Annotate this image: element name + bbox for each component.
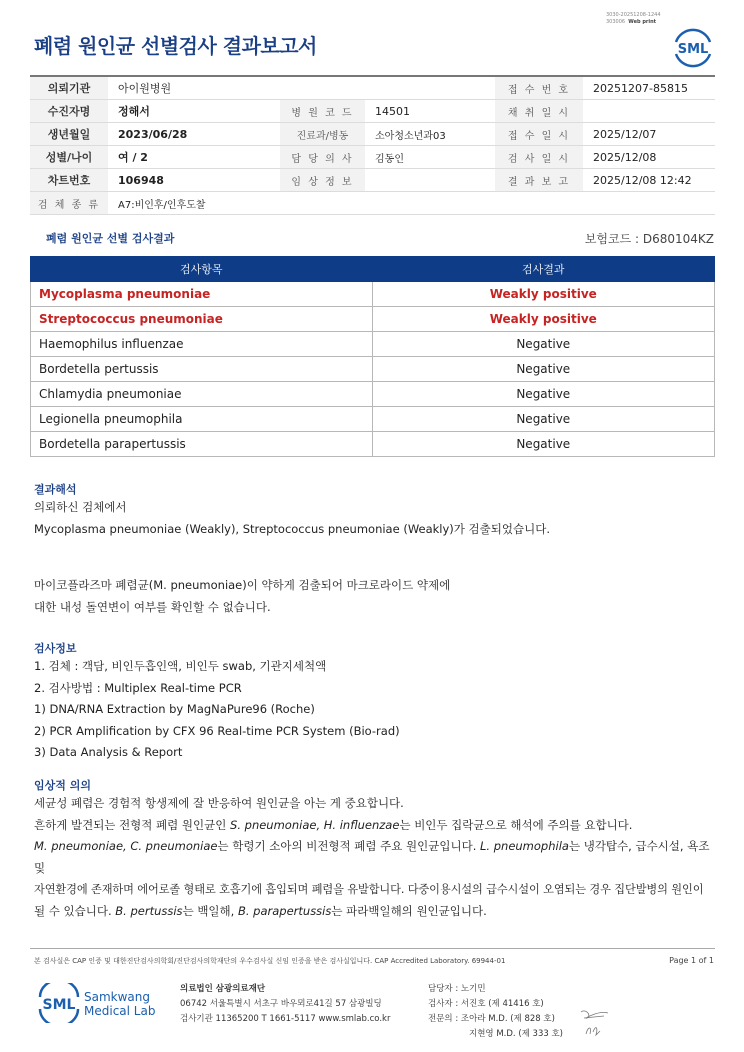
signature-icon xyxy=(578,1004,614,1040)
print-code xyxy=(606,12,661,26)
table-row xyxy=(31,432,715,457)
logo-name1: Samkwang xyxy=(84,990,150,1004)
result-item: Bordetella parapertussis xyxy=(31,432,373,457)
patient-info-table xyxy=(30,75,715,215)
corp-info xyxy=(180,982,390,1027)
clinical-line: 될 수 있습니다. B. pertussis는 백일해, B. parapertussis는 파라백일해의 원인균입니다. xyxy=(34,903,487,918)
test-info-line: 2. 검사방법 : Multiplex Real-time PCR xyxy=(34,680,242,695)
results-table xyxy=(30,256,715,457)
table-row xyxy=(31,307,715,332)
collect-date-label: 채 취 일 시 xyxy=(495,100,583,123)
receipt-date-label: 접 수 일 시 xyxy=(495,123,583,146)
result-value: Negative xyxy=(372,407,714,432)
clinical-title: 임상적 의의 xyxy=(34,779,91,792)
dept-label: 진료과/병동 xyxy=(280,123,365,146)
test-info-line: 1. 검체 : 객담, 비인두흡인액, 비인두 swab, 기관지세척액 xyxy=(34,659,327,673)
result-value: Negative xyxy=(372,432,714,457)
interpretation-line: 마이코플라즈마 폐렴균(M. pneumoniae)이 약하게 검출되어 마크로라이드 약제에 xyxy=(34,578,451,592)
logo-text: SML xyxy=(42,997,76,1013)
web-print-label: Web print xyxy=(628,19,657,25)
result-item: Bordetella pertussis xyxy=(31,357,373,382)
results-section-title: 폐렴 원인균 선별 검사결과 xyxy=(46,232,175,245)
requester-value: 아이원병원 xyxy=(108,76,495,100)
doctor-value: 김동인 xyxy=(365,146,495,169)
result-value: Negative xyxy=(372,382,714,407)
staff-line: 지현영 M.D. (제 333 호) xyxy=(469,1029,564,1039)
print-code-line1: 3030-20251208-1244 xyxy=(606,12,661,18)
table-row xyxy=(31,407,715,432)
collect-date-value xyxy=(583,100,715,123)
result-item: Legionella pneumophila xyxy=(31,407,373,432)
staff-line: 전문의 : 조아라 M.D. (제 828 호) xyxy=(428,1014,555,1024)
footer-divider xyxy=(30,948,715,949)
birth-value: 2023/06/28 xyxy=(108,123,280,146)
interpretation-note xyxy=(34,575,450,618)
col-item-header: 검사항목 xyxy=(31,257,373,282)
birth-label: 생년월일 xyxy=(30,123,108,146)
staff-line: 검사자 : 서진호 (제 41416 호) xyxy=(428,999,544,1009)
page-number: Page 1 of 1 xyxy=(669,956,714,965)
col-result-header: 검사결과 xyxy=(372,257,714,282)
result-item: Haemophilus influenzae xyxy=(31,332,373,357)
report-label: 결 과 보 고 xyxy=(495,169,583,192)
table-row xyxy=(31,357,715,382)
specimen-value: A7:비인후/인후도찰 xyxy=(108,192,715,215)
test-info-line: 1) DNA/RNA Extraction by MagNaPure96 (Roche) xyxy=(34,702,315,716)
chart-label: 차트번호 xyxy=(30,169,108,192)
sex-value: 여 / 2 xyxy=(108,146,280,169)
doctor-label: 담 당 의 사 xyxy=(280,146,365,169)
interpretation-line: 의뢰하신 검체에서 xyxy=(34,500,127,514)
receipt-date-value: 2025/12/07 xyxy=(583,123,715,146)
clinical-body xyxy=(34,793,724,922)
chart-value: 106948 xyxy=(108,169,280,192)
test-info-body xyxy=(34,656,400,764)
logo-name2: Medical Lab xyxy=(84,1004,156,1018)
svg-text:SML: SML xyxy=(677,42,709,57)
insurance-code: 보험코드 : D680104KZ xyxy=(584,232,714,246)
interpretation-title: 결과해석 xyxy=(34,483,77,496)
hospital-code-value: 14501 xyxy=(365,100,495,123)
clinical-label: 임 상 정 보 xyxy=(280,169,365,192)
test-info-title: 검사정보 xyxy=(34,642,77,655)
print-code-line2: 303006 xyxy=(606,19,626,25)
dept-value: 소아청소년과03 xyxy=(365,123,495,146)
clinical-value xyxy=(365,169,495,192)
table-row xyxy=(31,282,715,307)
staff-line: 담당자 : 노기민 xyxy=(428,984,486,994)
result-item: Mycoplasma pneumoniae xyxy=(31,282,373,307)
result-value: Weakly positive xyxy=(372,282,714,307)
result-value: Negative xyxy=(372,357,714,382)
report-title: 폐렴 원인균 선별검사 결과보고서 xyxy=(34,34,317,58)
test-info-line: 3) Data Analysis & Report xyxy=(34,745,183,759)
interpretation-line: 대한 내성 돌연변이 여부를 확인할 수 없습니다. xyxy=(34,599,271,614)
patient-label: 수진자명 xyxy=(30,100,108,123)
receipt-no-value: 20251207-85815 xyxy=(583,76,715,100)
corp-name: 의료법인 삼광의료재단 xyxy=(180,984,266,994)
test-info-line: 2) PCR Amplification by CFX 96 Real-time PCR System (Bio-rad) xyxy=(34,723,400,738)
clinical-line: M. pneumoniae, C. pneumoniae는 학령기 소아의 비전형적 폐렴 주요 원인균입니다. L. pneumophila는 냉각탑수, 급수시설, 욕조 및 xyxy=(34,839,710,875)
interpretation-line: Mycoplasma pneumoniae (Weakly), Streptococcus pneumoniae (Weakly)가 검출되었습니다. xyxy=(34,521,550,536)
accreditation-note: 본 검사실은 CAP 인증 및 대한진단검사의학회/진단검사의학재단의 우수검사실 신임 인증을 받은 검사실입니다. CAP Accredited Laboratory. 69944-01 xyxy=(34,957,506,965)
requester-label: 의뢰기관 xyxy=(30,76,108,100)
result-item: Chlamydia pneumoniae xyxy=(31,382,373,407)
clinical-line: 자연환경에 존재하며 에어로졸 형태로 호흡기에 흡입되며 폐렴을 유발합니다. 다중이용시설의 급수시설이 오염되는 경우 집단발병의 원인이 xyxy=(34,883,704,896)
interpretation-body xyxy=(34,497,550,540)
receipt-no-label: 접 수 번 호 xyxy=(495,76,583,100)
staff-info xyxy=(428,982,563,1042)
result-value: Weakly positive xyxy=(372,307,714,332)
clinical-line: 흔하게 발견되는 전형적 폐렴 원인균인 S. pneumoniae, H. influenzae는 비인두 집락균으로 해석에 주의를 요합니다. xyxy=(34,817,633,832)
corp-address: 06742 서울특별시 서초구 바우뫼로41길 57 삼광빌딩 xyxy=(180,999,382,1009)
result-item: Streptococcus pneumoniae xyxy=(31,307,373,332)
specimen-label: 검 체 종 류 xyxy=(30,192,108,215)
sex-label: 성별/나이 xyxy=(30,146,108,169)
hospital-code-label: 병 원 코 드 xyxy=(280,100,365,123)
corp-contact: 검사기관 11365200 T 1661-5117 www.smlab.co.kr xyxy=(180,1014,391,1024)
clinical-line: 세균성 폐렴은 경험적 항생제에 잘 반응하여 원인균을 아는 게 중요합니다. xyxy=(34,796,404,810)
sml-logo-icon xyxy=(672,26,714,68)
result-value: Negative xyxy=(372,332,714,357)
table-row xyxy=(31,382,715,407)
test-date-value: 2025/12/08 xyxy=(583,146,715,169)
report-value: 2025/12/08 12:42 xyxy=(583,169,715,192)
table-row xyxy=(31,332,715,357)
test-date-label: 검 사 일 시 xyxy=(495,146,583,169)
patient-value: 정해서 xyxy=(108,100,280,123)
